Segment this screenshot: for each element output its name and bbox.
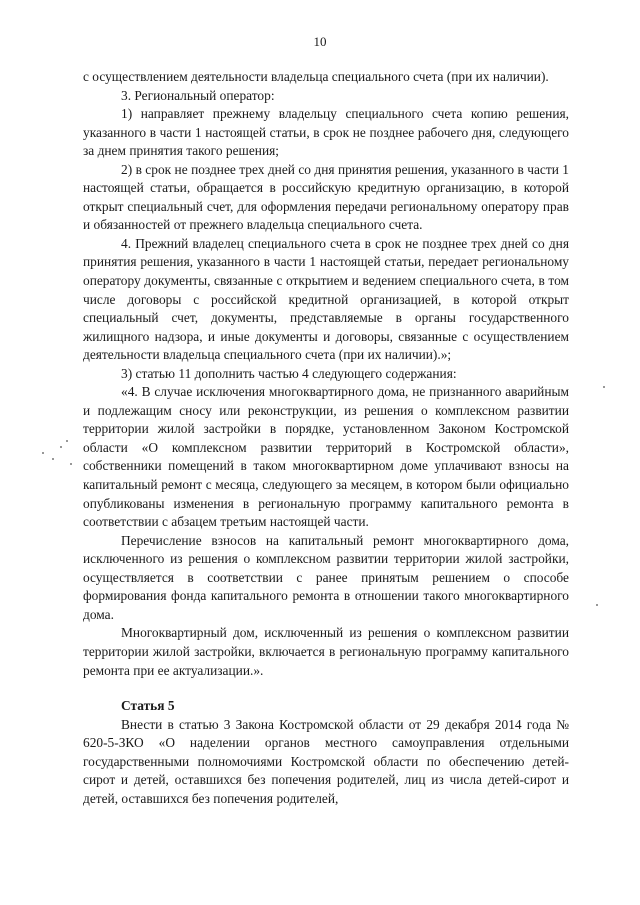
scan-speck <box>603 386 605 388</box>
scan-speck <box>42 452 44 454</box>
document-body <box>83 68 569 808</box>
scan-speck <box>596 604 598 606</box>
paragraph: «4. В случае исключения многоквартирного дома, не признанного аварийным и подлежащим сносу или реконструкции, из решения о комплексном развитии территории жилой застройки в порядке, установленном Законом Костромской области «О комплексном развитии территорий в Костромской области», собственники помещений в таком многоквартирном доме уплачивают взносы на капитальный ремонт с месяца, следующего за месяцем, в котором были официально опубликованы изменения в региональную программу капитального ремонта в соответствии с абзацем третьим настоящей части. <box>83 384 569 530</box>
paragraph: Перечисление взносов на капитальный ремонт многоквартирного дома, исключенного из решения о комплексном развитии территории жилой застройки, осуществляется в соответствии с ранее принятым решением о способе формирования фонда капитального ремонта в отношении такого многоквартирного дома. <box>83 532 569 622</box>
article-heading: Статья 5 <box>121 698 175 714</box>
paragraph: 3. Региональный оператор: <box>121 87 275 103</box>
scan-speck <box>66 440 68 442</box>
paragraph: 2) в срок не позднее трех дней со дня принятия решения, указанного в части 1 настоящей статьи, обращается в российскую кредитную организацию, в которой открыт специальный счет, для оформления передачи региональному оператору прав и обязанностей от прежнего владельца специального счета. <box>83 161 569 233</box>
page-number: 10 <box>313 34 327 49</box>
paragraph: с осуществлением деятельности владельца специального счета (при их наличии). <box>83 69 549 84</box>
scan-speck <box>60 446 62 448</box>
article-paragraph: Внести в статью 3 Закона Костромской области от 29 декабря 2014 года № 620-5-ЗКО «О наделении органов местного самоуправления отдельными государственными полномочиями Костромской области по обеспечению детей-сирот и детей, оставшихся без попечения родителей, лиц из числа детей-сирот и детей, оставшихся без попечения родителей, <box>83 716 569 806</box>
paragraph: 4. Прежний владелец специального счета в срок не позднее трех дней со дня принятия решения, указанного в части 1 настоящей статьи, передает региональному оператору документы, связанные с открытием и ведением специального счета, в том числе договоры с российской кредитной организацией, в которой открыт специальный счет, документы, представляемые в органы государственного жилищного надзора, и иные документы и договоры, связанные с осуществлением деятельности владельца специального счета (при их наличии).»; <box>83 235 569 363</box>
scan-speck <box>70 463 72 465</box>
paragraph: 3) статью 11 дополнить частью 4 следующего содержания: <box>121 365 457 381</box>
paragraph: Многоквартирный дом, исключенный из решения о комплексном развитии территории жилой застройки, включается в региональную программу капитального ремонта при ее актуализации.». <box>83 625 569 678</box>
paragraph: 1) направляет прежнему владельцу специального счета копию решения, указанного в части 1 настоящей статьи, в срок не позднее рабочего дня, следующего за днем принятия такого решения; <box>83 106 569 159</box>
scan-speck <box>52 458 54 460</box>
